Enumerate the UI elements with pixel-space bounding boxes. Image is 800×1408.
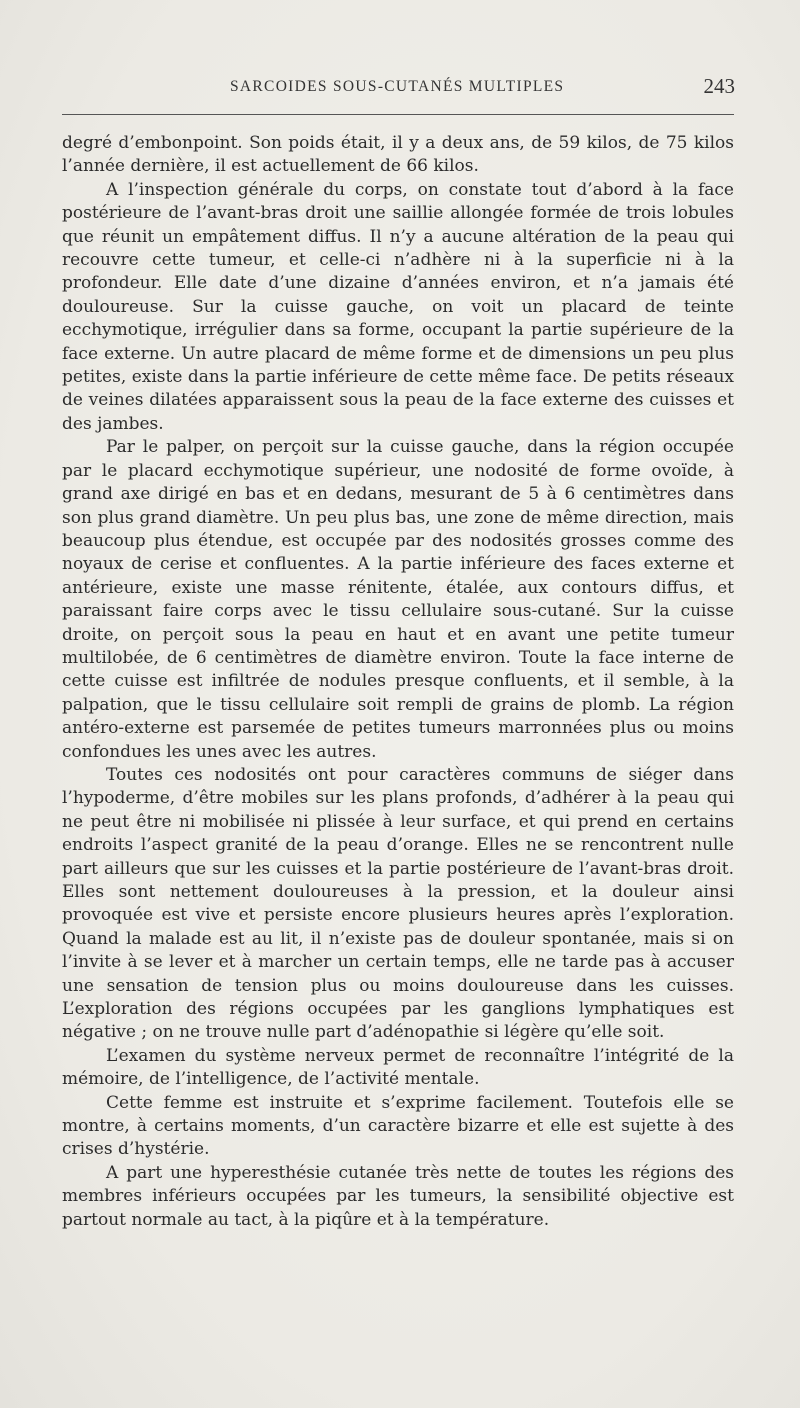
body-text [62, 132, 734, 1232]
running-title: SARCOIDES SOUS-CUTANÉS MULTIPLES [230, 78, 565, 95]
page-header [60, 74, 735, 104]
header-rule [62, 114, 734, 115]
page-number: 243 [703, 74, 735, 98]
paragraph: degré d’embonpoint. Son poids était, il y a deux ans, de 59 kilos, de 75 kilos l’année dernière, il est actuellement de 66 kilos. [62, 133, 734, 177]
paragraph: Toutes ces nodosités ont pour caractères communs de siéger dans l’hypoderme, d’être mobiles sur les plans profonds, d’adhérer à la peau qui ne peut être ni mobilisée ni plissée à leur surface, et qui prend en certains endroits l’aspect granité de la peau d’orange. Elles ne se rencontrent nulle part ailleurs que sur les cuisses et la partie postérieure de l’avant-bras droit. Elles sont nettement douloureuses à la pression, et la douleur ainsi provoquée est vive et persiste encore plusieurs heures après l’exploration. Quand la malade est au lit, il n’existe pas de douleur spontanée, mais si on l’invite à se lever et à marcher un certain temps, elle ne tarde pas à accuser une sensation de tension plus ou moins douloureuse dans les cuisses. L’exploration des régions occupées par les ganglions lymphatiques est négative ; on ne trouve nulle part d’adénopathie si légère qu’elle soit. [62, 764, 734, 1043]
paragraph: A part une hyperesthésie cutanée très nette de toutes les régions des membres inférieurs occupées par les tumeurs, la sensibilité objective est partout normale au tact, à la piqûre et à la température. [62, 1162, 734, 1230]
paragraph: Par le palper, on perçoit sur la cuisse gauche, dans la région occupée par le placard ecchymotique supérieur, une nodosité de forme ovoïde, à grand axe dirigé en bas et en dedans, mesurant de 5 à 6 centimètres dans son plus grand diamètre. Un peu plus bas, une zone de même direction, mais beaucoup plus étendue, est occupée par des nodosités grosses comme des noyaux de cerise et confluentes. A la partie inférieure des faces externe et antérieure, existe une masse rénitente, étalée, aux contours diffus, et paraissant faire corps avec le tissu cellulaire sous-cutané. Sur la cuisse droite, on perçoit sous la peau en haut et en avant une petite tumeur multilobée, de 6 centimètres de diamètre environ. Toute la face interne de cette cuisse est infiltrée de nodules presque confluents, et il semble, à la palpation, que le tissu cellulaire soit rempli de grains de plomb. La région antéro-externe est parsemée de petites tumeurs marronnées plus ou moins confondues les unes avec les autres. [62, 437, 734, 762]
paragraph: L’examen du système nerveux permet de reconnaître l’intégrité de la mémoire, de l’intelligence, de l’activité mentale. [62, 1045, 734, 1090]
paragraph: A l’inspection générale du corps, on constate tout d’abord à la face postérieure de l’avant-bras droit une saillie allongée formée de trois lobules que réunit un empâtement diffus. Il n’y a aucune altération de la peau qui recouvre cette tumeur, et celle-ci n’adhère ni à la superficie ni à la profondeur. Elle date d’une dizaine d’années environ, et n’a jamais été douloureuse. Sur la cuisse gauche, on voit un placard de teinte ecchymotique, irrégulier dans sa forme, occupant la partie supérieure de la face externe. Un autre placard de même forme et de dimensions un peu plus petites, existe dans la partie inférieure de cette même face. De petits réseaux de veines dilatées apparaissent sous la peau de la face externe des cuisses et des jambes. [62, 179, 734, 434]
paragraph: Cette femme est instruite et s’exprime facilement. Toutefois elle se montre, à certains moments, d’un caractère bizarre et elle est sujette à des crises d’hystérie. [62, 1092, 734, 1160]
